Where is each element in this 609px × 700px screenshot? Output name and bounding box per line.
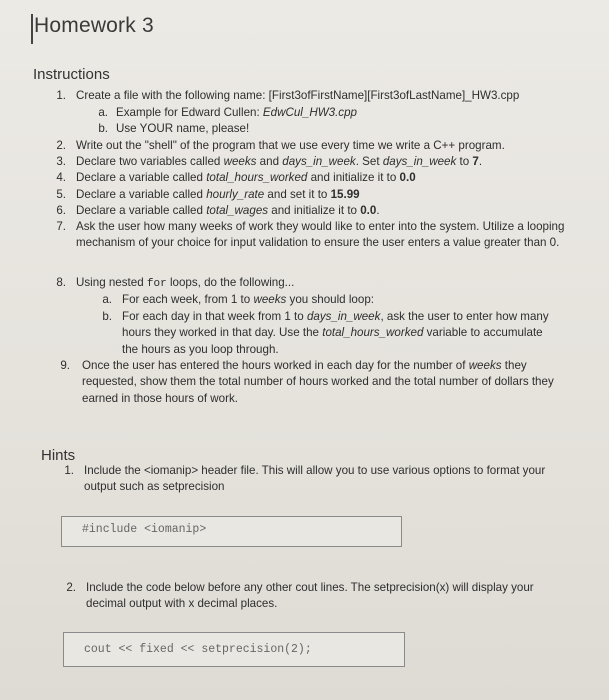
code-text: #include <iomanip> [82,523,207,536]
page-title: Homework 3 [34,14,154,37]
instructions-heading: Instructions [33,66,110,83]
document-page: Homework 3 Instructions 1. Create a file with the following name: [First3ofFirstName][First3ofLastName]_HW3.cpp a. Example for Edward Cullen: EdwCul_HW3.cpp b. Use YOUR name, please! 2. Write out the "shell" of the program that we use every time we write a C++ program. 3. Declare two variables called weeks and days_in_week. Set days_in_week to 7. 4. Declare a variable called total_hours_worked and initialize it to 0.0 5. Declare a variable called hourly_rate and set it to 15.99 6. Declare a variable called total_wages and initialize it to 0.0. 7. Ask the user how many weeks of work they would like to enter into the system. Utilize a looping mechanism of your choice for input validation to ensure the user enters a value greater than 0. 8. Using nested for loops, do the following... a. For each week, from 1 to weeks you should loop: b. For each day in that week from 1 to days_in_week, ask the user to enter how many hours they worked in that day. Use the total_hours_worked variable to accumulate the hours as you loop through. 9. Once the user has entered the hours worked in each day for the number of weeks they requested, show them the total number of hours worked and the total number of dollars they earned in those hours of work. Hints 1. Include the <iomanip> header file. This will allow you to use various options to format your output such as setprecision 2. Include the code below before any other cout lines. The setprecision(x) will display your decimal output with x decimal places. #include <iomanip> cout << fixed << setprecision(2); [0,0,609,700]
text-cursor [31,14,33,44]
code-text: cout << fixed << setprecision(2); [84,643,312,656]
hints-heading: Hints [41,447,76,464]
code-block-cout [63,632,405,667]
code-block-include [61,516,402,547]
